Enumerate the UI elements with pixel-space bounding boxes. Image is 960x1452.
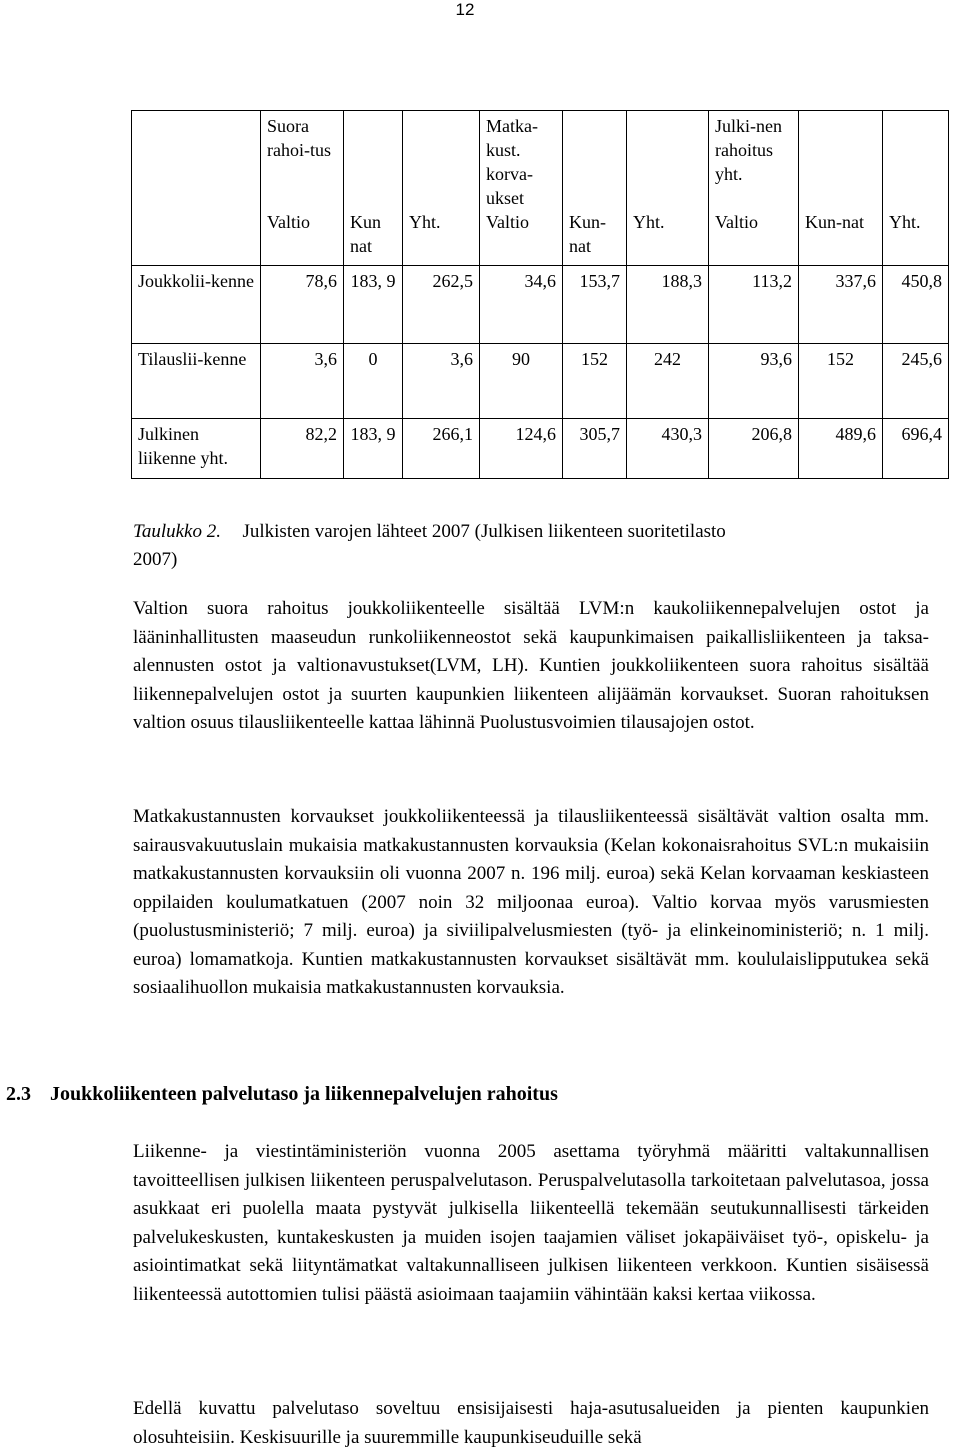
table-cell: 3,6 xyxy=(261,344,344,419)
table-row xyxy=(132,266,949,344)
funding-table xyxy=(131,110,949,479)
table-cell: 489,6 xyxy=(799,419,883,479)
table-cell: 337,6 xyxy=(799,266,883,344)
row-label: Joukkolii-kenne xyxy=(132,266,261,344)
header-cell xyxy=(403,111,480,266)
section-heading xyxy=(6,1083,906,1106)
table-cell: 245,6 xyxy=(883,344,949,419)
column-label: Yht. xyxy=(633,212,665,232)
caption-text-continued: 2007) xyxy=(133,549,178,570)
table-cell: 0 xyxy=(344,344,403,419)
table-cell: 152 xyxy=(799,344,883,419)
row-label: Julkinen liikenne yht. xyxy=(132,419,261,479)
column-label: Kun-nat xyxy=(569,212,606,256)
header-cell xyxy=(709,111,799,266)
group-label-travel: Matka-kust. korva-ukset xyxy=(486,116,538,208)
header-cell xyxy=(261,111,344,266)
header-cell xyxy=(480,111,563,266)
paragraph: Valtion suora rahoitus joukkoliikenteelle sisältää LVM:n kaukoliikennepalvelujen ostot ja lääninhallitusten maaseudun runkoliikenneostot sekä kaupunkimaisen paikallisliikenteen ja taksa-alennusten ostot ja valtionavustukset(LVM, LH). Kuntien joukkoliikenteen suora rahoitus sisältää liikennepalvelujen ostot ja suurten kaupunkien liikenteen alijäämän korvaukset. Suoran rahoituksen valtion osuus tilausliikenteelle kattaa lähinnä Puolustusvoimien tilausajojen ostot. xyxy=(133,598,929,733)
paragraph: Matkakustannusten korvaukset joukkoliikenteessä ja tilausliikenteessä sisältävät valtion osalta mm. sairausvakuutuslain mukaisia matkakustannusten korvauksia (Kelan kokonaisrahoitus SVL:n mukaisiin matkakustannusten korvauksiin oli vuonna 2007 n. 196 milj. euroa) sekä Kelan korvaaman keskiasteen oppilaiden koulumatkatuen (2007 noin 32 miljoonaa euroa). Valtio korvaa myös varusmiesten (puolustusministeriö; 7 milj. euroa) ja siviilipalvelusmiesten (työ- ja elinkeinoministeriö; n. 1 milj. euroa) lomamatkoja. Kuntien matkakustannusten korvaukset sisältävät mm. koululaislipputukea sekä sosiaalihuollon mukaisia matkakustannusten korvauksia. xyxy=(133,806,929,998)
section-title: Joukkoliikenteen palvelutaso ja liikennepalvelujen rahoitus xyxy=(50,1083,558,1105)
table-row xyxy=(132,419,949,479)
table-cell: 113,2 xyxy=(709,266,799,344)
caption-text: Julkisten varojen lähteet 2007 (Julkisen liikenteen suoritetilasto xyxy=(242,521,726,542)
table-cell: 188,3 xyxy=(627,266,709,344)
caption-label: Taulukko 2. xyxy=(133,521,221,542)
table-cell: 305,7 xyxy=(563,419,627,479)
table-cell: 430,3 xyxy=(627,419,709,479)
table-cell: 266,1 xyxy=(403,419,480,479)
table-cell: 183, 9 xyxy=(344,419,403,479)
table-caption xyxy=(133,518,931,570)
page-number: 12 xyxy=(455,0,475,19)
table-cell: 262,5 xyxy=(403,266,480,344)
column-label: Valtio xyxy=(715,212,758,232)
table-cell: 3,6 xyxy=(403,344,480,419)
header-empty-cell xyxy=(132,111,261,266)
table-cell: 183, 9 xyxy=(344,266,403,344)
header-cell xyxy=(563,111,627,266)
table-cell: 34,6 xyxy=(480,266,563,344)
table-cell: 242 xyxy=(627,344,709,419)
paragraph: Edellä kuvattu palvelutaso soveltuu ensisijaisesti haja-asutusalueiden ja pienten kaupunkien olosuhteisiin. Keskisuurille ja suuremmille kaupunkiseuduille sekä xyxy=(133,1398,929,1448)
column-label: Yht. xyxy=(409,212,441,232)
table-cell: 93,6 xyxy=(709,344,799,419)
column-label: Kun nat xyxy=(350,212,381,256)
table-cell: 78,6 xyxy=(261,266,344,344)
row-label: Tilauslii-kenne xyxy=(132,344,261,419)
column-label: Valtio xyxy=(267,212,310,232)
column-label: Yht. xyxy=(889,212,921,232)
header-cell xyxy=(883,111,949,266)
header-cell xyxy=(799,111,883,266)
paragraph: Liikenne- ja viestintäministeriön vuonna 2005 asettama työryhmä määritti valtakunnallisen tavoitteellisen julkisen liikenteen peruspalvelutason. Peruspalvelutasolla tarkoitetaan palvelutasoa, jossa asukkaat eri puolella maata pystyvät julkisella liikenteellä tekemään seutukunnallisesti tärkeiden palvelukeskusten, kuntakeskusten ja muiden isojen taajamien väliset jokapäiväiset työ-, opiskelu- ja asiointimatkat sekä liityntämatkat valtakunnalliseen julkisen liikenteen verkkoon. Kuntien sisäisessä liikenteessä autottomien tulisi päästä asioimaan taajamiin vähintään kaksi kertaa viikossa. xyxy=(133,1141,929,1305)
table-cell: 82,2 xyxy=(261,419,344,479)
column-label: Valtio xyxy=(486,212,529,232)
column-label: Kun-nat xyxy=(805,212,864,232)
header-cell xyxy=(344,111,403,266)
table-cell: 152 xyxy=(563,344,627,419)
table-header-row xyxy=(132,111,949,266)
table-cell: 206,8 xyxy=(709,419,799,479)
table-cell: 153,7 xyxy=(563,266,627,344)
section-number: 2.3 xyxy=(6,1083,31,1105)
table-cell: 696,4 xyxy=(883,419,949,479)
header-cell xyxy=(627,111,709,266)
table-row xyxy=(132,344,949,419)
table-cell: 450,8 xyxy=(883,266,949,344)
group-label-public: Julki-nen rahoitus yht. xyxy=(715,116,782,184)
table-cell: 90 xyxy=(480,344,563,419)
group-label-direct: Suora rahoi-tus xyxy=(267,116,331,160)
table-cell: 124,6 xyxy=(480,419,563,479)
